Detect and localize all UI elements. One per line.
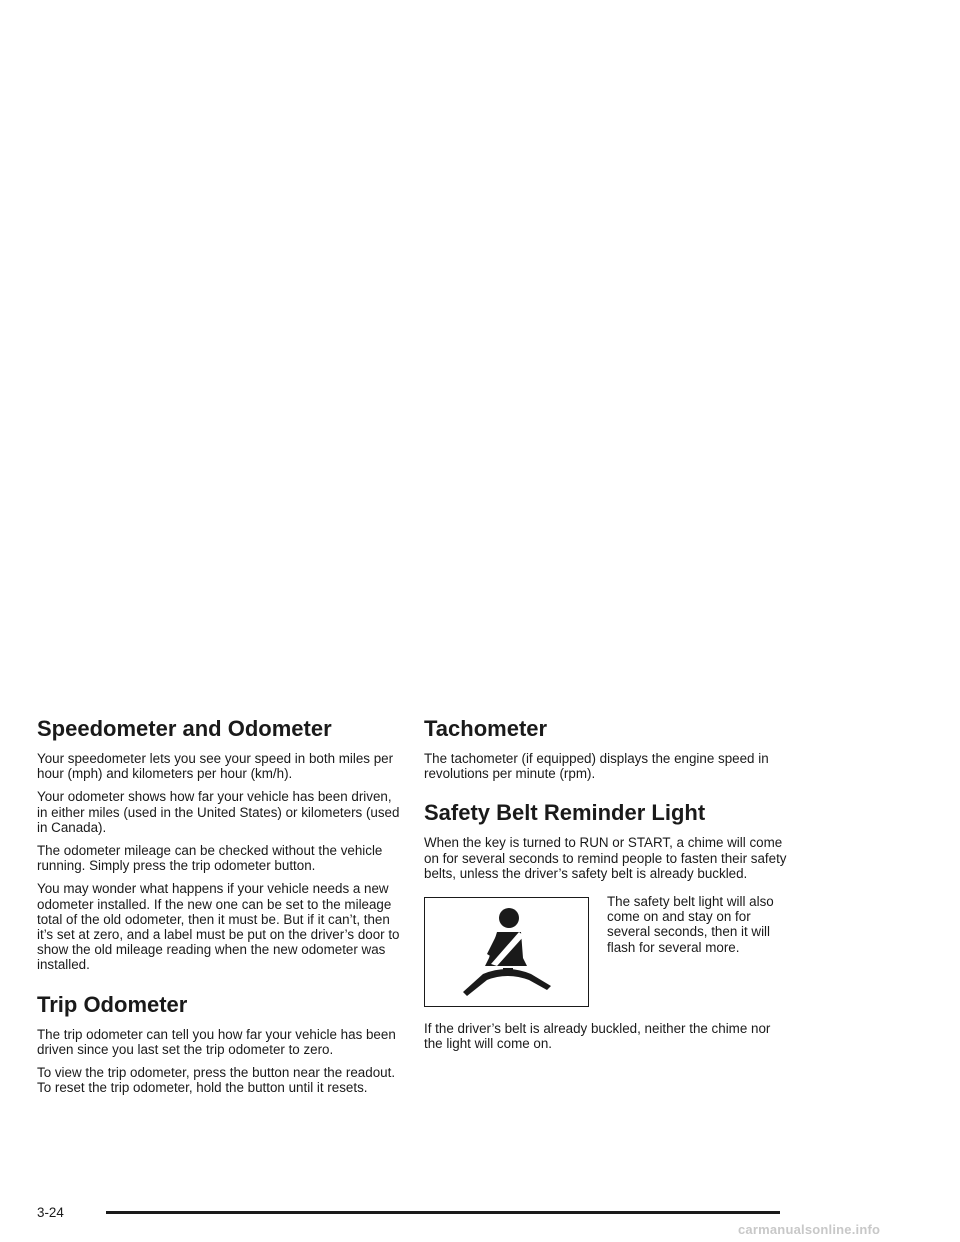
paragraph: When the key is turned to RUN or START, a chime will come on for several seconds to remind people to fasten their safety belts, unless the driver’s safety belt is already buckled. (424, 835, 787, 881)
paragraph: The tachometer (if equipped) displays the engine speed in revolutions per minute (rpm). (424, 751, 769, 782)
paragraph: The trip odometer can tell you how far your vehicle has been driven since you last set the trip odometer to zero. (37, 1026, 396, 1057)
heading-tachometer: Tachometer (424, 716, 548, 741)
paragraph: You may wonder what happens if your vehicle needs a new odometer installed. If the new one can be set to the mileage total of the old odometer, then it must be. But if it can’t, then it’s set at zero, and a label must be put on the driver’s door to show the old mileage reading when the new odometer was installed. (37, 881, 400, 973)
heading-trip-odometer: Trip Odometer (37, 991, 188, 1017)
paragraph: To view the trip odometer, press the button near the readout. To reset the trip odometer, hold the button until it resets. (37, 1065, 396, 1096)
page-number: 3-24 (37, 1205, 64, 1220)
section-safety-belt-reminder (424, 801, 789, 1051)
paragraph: Your odometer shows how far your vehicle has been driven, in either miles (used in the United States) or kilometers (used in Canada). (37, 789, 400, 835)
paragraph: If the driver’s belt is already buckled, neither the chime nor the light will come on. (424, 1021, 771, 1052)
watermark-text: carmanualsonline.info (738, 1222, 881, 1237)
paragraph: The odometer mileage can be checked without the vehicle running. Simply press the trip odometer button. (37, 843, 383, 874)
left-column (37, 717, 402, 1103)
section-tachometer (424, 717, 789, 781)
figure-row (424, 894, 789, 1007)
figure-caption: The safety belt light will also come on and stay on for several seconds, then it will flash for several more. (607, 894, 774, 955)
section-speedometer-odometer (37, 717, 402, 973)
heading-safety-belt-reminder: Safety Belt Reminder Light (424, 800, 706, 826)
paragraph: Your speedometer lets you see your speed in both miles per hour (mph) and kilometers per hour (km/h). (37, 751, 394, 782)
footer-rule (106, 1211, 780, 1214)
seatbelt-figure (424, 897, 589, 1007)
seatbelt-icon (457, 904, 557, 1000)
right-column (424, 717, 789, 1059)
heading-speedometer-odometer: Speedometer and Odometer (37, 716, 332, 741)
section-trip-odometer (37, 993, 402, 1096)
